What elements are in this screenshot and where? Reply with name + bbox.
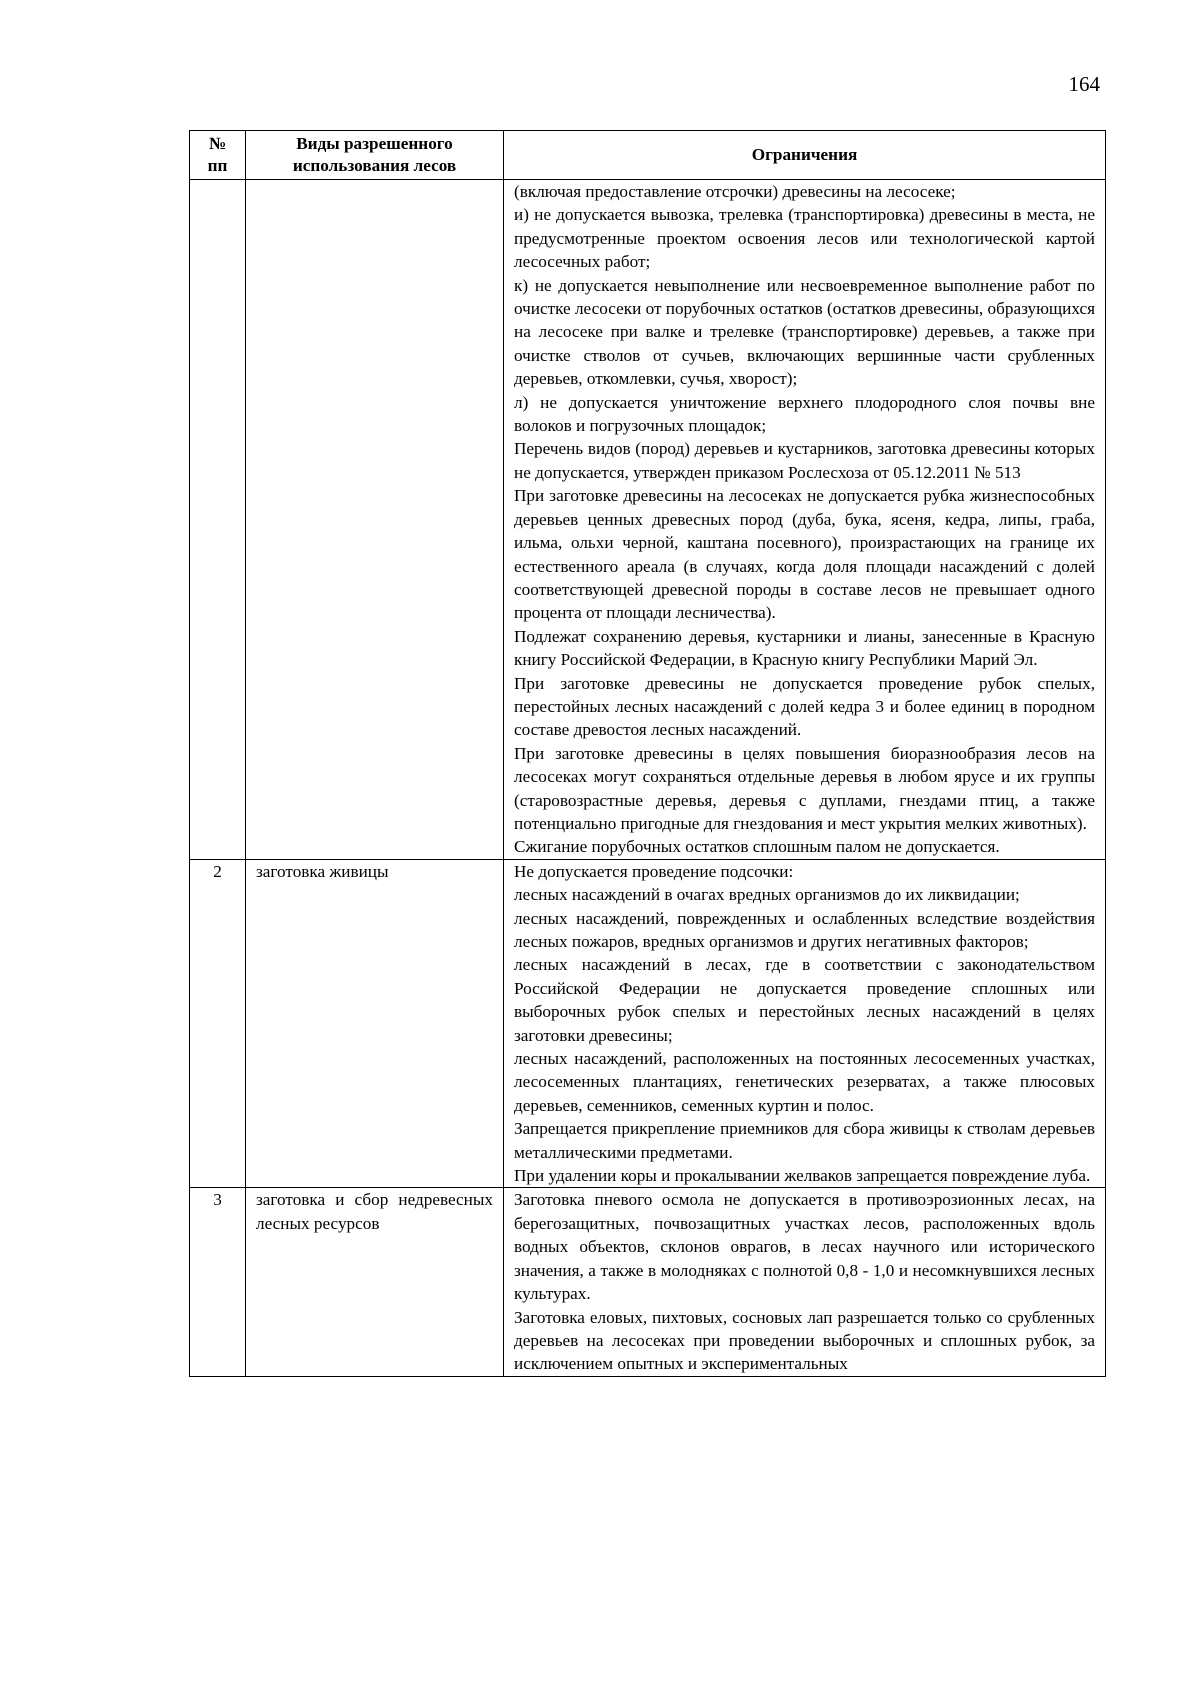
restriction-paragraph: Перечень видов (пород) деревьев и кустарников, заготовка древесины которых не допускается, утвержден приказом Рослесхоза от 05.12.2011 № 513 <box>514 439 1095 482</box>
row-restrictions <box>504 180 1106 860</box>
row-number: 2 <box>190 859 246 1188</box>
restriction-paragraph: Подлежат сохранению деревья, кустарники и лианы, занесенные в Красную книгу Российской Федерации, в Красную книгу Республики Марий Эл. <box>514 626 1095 670</box>
row-use-type: заготовка живицы <box>246 859 504 1188</box>
row-number: 3 <box>190 1188 246 1376</box>
row-use-type: заготовка и сбор недревесных лесных ресурсов <box>246 1188 504 1376</box>
row-use-type <box>246 180 504 860</box>
restriction-paragraph: лесных насаждений, поврежденных и ослабленных вследствие воздействия лесных пожаров, вредных организмов и других негативных факторов; <box>514 908 1095 951</box>
header-restrictions: Ограничения <box>504 131 1106 180</box>
restriction-paragraph: При заготовке древесины не допускается проведение рубок спелых, перестойных лесных насаждений с долей кедра 3 и более единиц в породном составе древостоя лесных насаждений. <box>514 673 1095 740</box>
table-row <box>190 1188 1106 1376</box>
restriction-paragraph: лесных насаждений в лесах, где в соответствии с законодательством Российской Федерации не допускается проведение сплошных или выборочных рубок спелых и перестойных лесных насаждений в целях заготовки древесины; <box>514 955 1095 1045</box>
page-number: 164 <box>1068 72 1100 96</box>
restriction-paragraph: к) не допускается невыполнение или несвоевременное выполнение работ по очистке лесосеки от порубочных остатков (остатков древесины, образующихся на лесосеке при валке и трелевке (транспортировке) деревьев, а также при очистке стволов от сучьев, включающих вершинные части срубленных деревьев, откомлевки, сучья, хворост); <box>514 275 1095 389</box>
restriction-paragraph: При заготовке древесины в целях повышения биоразнообразия лесов на лесосеках могут сохраняться отдельные деревья в любом ярусе и их группы (старовозрастные деревья, деревья с дуплами, гнездами птиц, а также потенциально пригодные для гнездования и мест укрытия мелких животных). <box>514 743 1095 833</box>
restriction-paragraph: лесных насаждений в очагах вредных организмов до их ликвидации; <box>514 885 1020 905</box>
header-use-type: Виды разрешенного использования лесов <box>246 131 504 180</box>
row-number <box>190 180 246 860</box>
header-number: № пп <box>190 131 246 180</box>
restriction-paragraph: Заготовка пневого осмола не допускается в противоэрозионных лесах, на берегозащитных, почвозащитных участках лесов, расположенных вдоль водных объектов, склонов оврагов, в лесах научного или исторического значения, а также в молодняках с полнотой 0,8 - 1,0 и несомкнувшихся лесных культурах. <box>514 1190 1095 1304</box>
table-header-row <box>190 131 1106 180</box>
restriction-paragraph: При удалении коры и прокалывании желваков запрещается повреждение луба. <box>514 1166 1091 1186</box>
restriction-paragraph: При заготовке древесины на лесосеках не допускается рубка жизнеспособных деревьев ценных древесных пород (дуба, бука, ясеня, кедра, липы, граба, ильма, ольхи черной, каштана посевного), произрастающих на границе их естественного ареала (в случаях, когда доля площади насаждений с долей соответствующей древесной породы в составе лесов не превышает одного процента от площади лесничества). <box>514 486 1095 623</box>
restriction-paragraph: л) не допускается уничтожение верхнего плодородного слоя почвы вне волоков и погрузочных площадок; <box>514 392 1095 436</box>
table-row <box>190 859 1106 1188</box>
table-row <box>190 180 1106 860</box>
row-restrictions <box>504 1188 1106 1376</box>
row-restrictions <box>504 859 1106 1188</box>
restriction-paragraph: и) не допускается вывозка, трелевка (транспортировка) древесины в места, не предусмотренные проектом освоения лесов или технологической картой лесосечных работ; <box>514 205 1095 272</box>
restriction-paragraph: Не допускается проведение подсочки: <box>514 861 794 881</box>
restriction-paragraph: Заготовка еловых, пихтовых, сосновых лап разрешается только со срубленных деревьев на лесосеках при проведении выборочных и сплошных рубок, за исключением опытных и экспериментальных <box>514 1307 1095 1374</box>
restriction-paragraph: Сжигание порубочных остатков сплошным палом не допускается. <box>514 837 1000 857</box>
restriction-paragraph: лесных насаждений, расположенных на постоянных лесосеменных участках, лесосеменных плантациях, генетических резерватах, а также плюсовых деревьев, семенников, семенных куртин и полос. <box>514 1049 1095 1115</box>
restrictions-table <box>189 130 1106 1377</box>
restriction-paragraph: Запрещается прикрепление приемников для сбора живицы к стволам деревьев металлическими предметами. <box>514 1119 1095 1162</box>
restriction-paragraph: (включая предоставление отсрочки) древесины на лесосеке; <box>514 182 956 201</box>
